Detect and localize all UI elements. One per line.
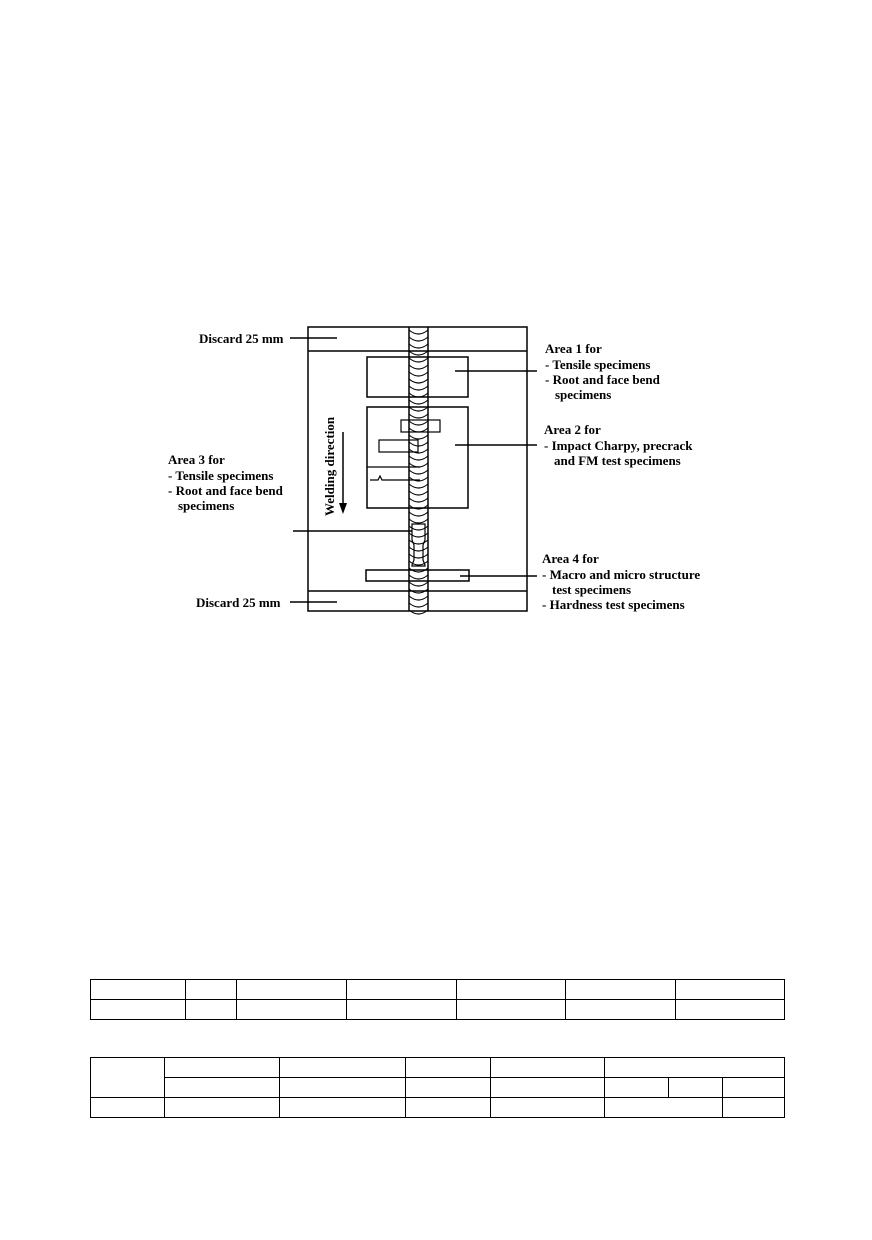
weld-ripple <box>409 435 428 439</box>
weld-ripple <box>409 512 428 516</box>
table-cell <box>91 980 186 1000</box>
weld-ripple <box>409 456 428 460</box>
table-cell <box>406 1098 491 1118</box>
weld-ripple <box>409 379 428 383</box>
weld-ripple <box>409 428 428 432</box>
table-cell <box>165 1078 280 1098</box>
table-cell <box>186 1000 237 1020</box>
table-cell <box>347 1000 457 1020</box>
table-cell <box>457 980 566 1000</box>
table-cell <box>491 1078 605 1098</box>
test-plate <box>308 327 527 611</box>
area2-block <box>367 407 468 508</box>
weld-ripple <box>409 421 428 425</box>
table-cell <box>457 1000 566 1020</box>
table-cell <box>676 980 785 1000</box>
table-cell <box>280 1078 406 1098</box>
discard-bottom-label: Discard 25 mm <box>196 595 281 610</box>
table-cell <box>237 1000 347 1020</box>
table-cell <box>669 1078 723 1098</box>
weld-ripple <box>409 575 428 579</box>
table-row <box>91 1000 785 1020</box>
area3-label: Area 3 for - Tensile specimens - Root and face bend specimens <box>168 452 283 513</box>
table-cell <box>280 1098 406 1118</box>
table-cell <box>165 1058 280 1078</box>
table-row <box>91 1098 785 1118</box>
area1-label: Area 1 for - Tensile specimens - Root and face bend specimens <box>545 341 660 402</box>
table-cell <box>91 1098 165 1118</box>
charpy-specimen-2 <box>379 440 418 452</box>
table-cell <box>723 1078 785 1098</box>
table-cell <box>91 1058 165 1098</box>
table-row <box>91 980 785 1000</box>
table-cell <box>491 1098 605 1118</box>
area1-block <box>367 357 468 397</box>
weld-ripple <box>409 603 428 607</box>
table-cell <box>723 1098 785 1118</box>
weld-ripple <box>409 400 428 404</box>
weld-ripple <box>409 414 428 418</box>
table-cell <box>237 980 347 1000</box>
weld-ripple <box>409 491 428 495</box>
weld-ripple <box>409 337 428 341</box>
table-cell <box>605 1058 785 1078</box>
charpy-specimen-1 <box>401 420 440 432</box>
weld-ripple <box>409 344 428 348</box>
weld-ripple <box>409 498 428 502</box>
table-cell <box>605 1098 723 1118</box>
table-cell <box>676 1000 785 1020</box>
table-cell <box>566 1000 676 1020</box>
weld-ripple <box>409 484 428 488</box>
area2-label: Area 2 for - Impact Charpy, precrack and FM test specimens <box>544 422 693 468</box>
table-cell <box>566 980 676 1000</box>
table-cell <box>491 1058 605 1078</box>
weld-ripple <box>409 582 428 586</box>
weld-ripple <box>409 330 428 334</box>
table-cell <box>347 980 457 1000</box>
table-1 <box>90 979 785 1020</box>
weld-bead <box>409 327 428 614</box>
table-cell <box>406 1058 491 1078</box>
weld-ripple <box>409 386 428 390</box>
weld-ripple <box>409 358 428 362</box>
charpy-notch <box>370 476 420 480</box>
weld-ripple <box>409 596 428 600</box>
weld-ripple <box>409 365 428 369</box>
table-cell <box>165 1098 280 1118</box>
table-row <box>91 1058 785 1078</box>
table-cell <box>280 1058 406 1078</box>
weld-ripple <box>409 547 428 551</box>
weld-ripple <box>409 519 428 523</box>
table-row <box>91 1078 785 1098</box>
table-cell <box>605 1078 669 1098</box>
weld-ripple <box>409 554 428 558</box>
area4-label: Area 4 for - Macro and micro structure test specimens - Hardness test specimens <box>542 551 701 612</box>
weld-ripple <box>409 470 428 474</box>
discard-top-label: Discard 25 mm <box>199 331 284 346</box>
table-cell <box>186 980 237 1000</box>
table-cell <box>406 1078 491 1098</box>
welding-direction-label: Welding direction <box>322 416 337 516</box>
welding-direction-arrowhead <box>339 503 347 514</box>
table-cell <box>91 1000 186 1020</box>
weld-ripple <box>409 372 428 376</box>
table-2 <box>90 1057 785 1118</box>
